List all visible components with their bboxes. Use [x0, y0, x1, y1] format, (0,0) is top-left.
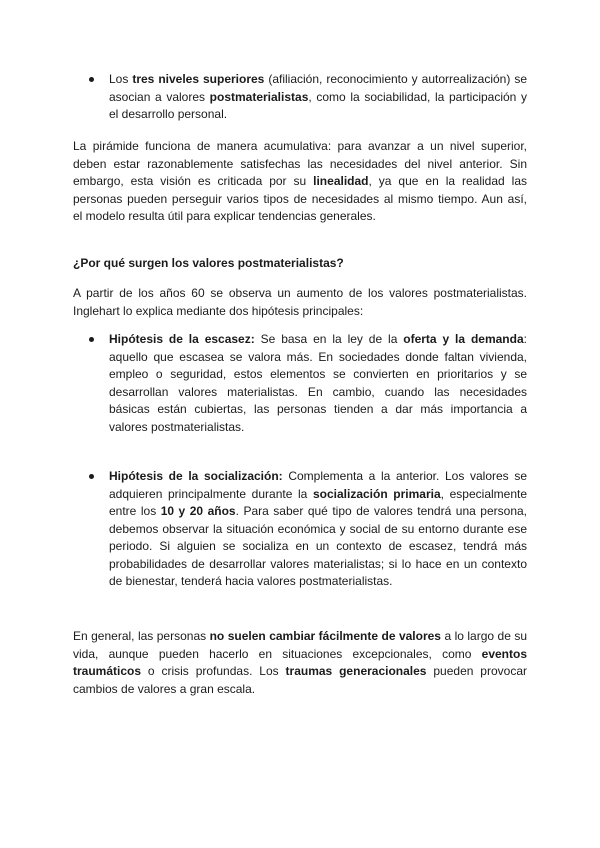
text-run: de bienestar, tenderá hacia valores postmaterialistas.	[109, 574, 393, 588]
text-run: (afiliación, reconocimiento y autorrealización) se	[264, 72, 527, 86]
bold-text: traumas generacionales	[285, 664, 427, 678]
text-line	[73, 681, 527, 699]
text-run: empleo o seguridad, estos elementos se convierten en prioritarios y se	[109, 367, 527, 381]
text-line	[109, 366, 527, 384]
bold-text: Hipótesis de la escasez:	[109, 332, 255, 346]
text-run: pueden provocar	[426, 664, 527, 678]
text-run: deben estar razonablemente satisfechas las necesidades del nivel anterior. Sin	[73, 156, 527, 171]
text-line	[109, 556, 527, 574]
text-line	[73, 208, 527, 226]
text-line	[73, 156, 527, 174]
text-run: adquieren principalmente durante la	[109, 486, 313, 501]
text-line	[73, 191, 527, 209]
bold-text: no suelen cambiar fácilmente de valores	[209, 629, 441, 643]
text-line	[73, 173, 527, 191]
text-run: asocian a valores	[109, 89, 210, 104]
text-run: Inglehart lo explica mediante dos hipótesis principales:	[73, 303, 364, 318]
text-run: . Para saber qué tipo de valores tendrá una persona,	[235, 504, 527, 518]
text-run: Los	[109, 72, 133, 86]
text-line	[109, 503, 527, 521]
text-run: desarrollan valores materialistas. En cambio, cuando las necesidades	[109, 384, 527, 399]
text-line	[73, 646, 527, 664]
text-line	[73, 303, 527, 321]
text-run: vida, aunque pueden hacerlo en situaciones excepcionales, como	[73, 646, 482, 661]
bullet-item	[109, 331, 527, 436]
text-line	[109, 401, 527, 419]
list-bullet-icon	[89, 474, 94, 479]
text-run: a lo largo de su	[440, 629, 527, 643]
text-line	[109, 89, 527, 107]
text-run: , ya que en la realidad las	[368, 174, 527, 188]
text-line	[109, 538, 527, 556]
list-bullet-icon	[89, 77, 94, 82]
text-run: entre los	[109, 504, 161, 518]
text-line	[109, 71, 527, 89]
text-line	[109, 331, 527, 349]
bold-text: tres niveles superiores	[132, 72, 265, 86]
text-line	[73, 663, 527, 681]
list-bullet-icon	[89, 337, 94, 342]
text-run: :	[523, 332, 527, 346]
text-line	[73, 628, 527, 646]
text-run: o crisis profundas. Los	[141, 664, 286, 678]
bullet-item	[109, 71, 527, 124]
text-line	[73, 285, 527, 303]
text-line	[109, 106, 527, 124]
bold-text: postmaterialistas	[209, 89, 309, 104]
text-line	[109, 384, 527, 402]
text-run: el desarrollo personal.	[109, 107, 228, 121]
paragraph	[73, 138, 527, 226]
paragraph	[73, 628, 527, 698]
text-run: embargo, esta visión es criticada por su	[73, 174, 314, 188]
text-run: personas pueden perseguir varios tipos de necesidades al mismo tiempo. Aun así,	[73, 191, 527, 206]
text-line	[109, 349, 527, 367]
bold-text: 10 y 20 años	[160, 504, 236, 518]
text-run: el modelo resulta útil para explicar tendencias generales.	[73, 209, 376, 223]
bold-text: traumáticos	[73, 664, 142, 678]
text-run: , especialmente	[440, 486, 528, 501]
bold-text: ¿Por qué surgen los valores postmaterialistas?	[73, 256, 344, 270]
section-heading	[73, 255, 527, 273]
text-run: A partir de los años 60 se observa un aumento de los valores postmaterialistas.	[73, 286, 527, 300]
text-run: , como la sociabilidad, la participación y	[308, 89, 527, 104]
text-line	[109, 573, 527, 591]
text-line	[73, 138, 527, 156]
text-line	[109, 521, 527, 539]
text-line	[109, 486, 527, 504]
bold-text: socialización primaria	[312, 486, 441, 501]
text-run: En general, las personas	[73, 629, 210, 643]
text-line	[109, 468, 527, 486]
text-run: debemos observar la situación económica y social de su entorno durante ese	[109, 521, 527, 536]
bold-text: Hipótesis de la socialización:	[109, 469, 283, 483]
text-run: aquello que escasea se valora más. En sociedades donde faltan vivienda,	[109, 349, 527, 364]
text-line	[73, 255, 527, 273]
paragraph	[73, 285, 527, 320]
text-run: probabilidades de desarrollar valores materialistas; si lo hace en un contexto	[109, 556, 527, 571]
bullet-item	[109, 468, 527, 591]
text-run: Complementa a la anterior. Los valores se	[282, 469, 527, 483]
text-run: Se basa en la ley de la	[254, 332, 404, 346]
text-run: cambios de valores a gran escala.	[73, 681, 256, 696]
text-line	[109, 419, 527, 437]
bold-text: oferta y la demanda	[403, 332, 524, 346]
bold-text: eventos	[481, 646, 527, 661]
text-run: valores postmaterialistas.	[109, 419, 245, 434]
text-run: básicas están cubiertas, las personas tienden a dar más importancia a	[109, 402, 527, 416]
text-run: periodo. Si alguien se socializa en un contexto de escasez, tendrá más	[109, 539, 527, 553]
text-run: La pirámide funciona de manera acumulativa: para avanzar a un nivel superior,	[73, 139, 527, 153]
bold-text: linealidad	[313, 174, 369, 188]
